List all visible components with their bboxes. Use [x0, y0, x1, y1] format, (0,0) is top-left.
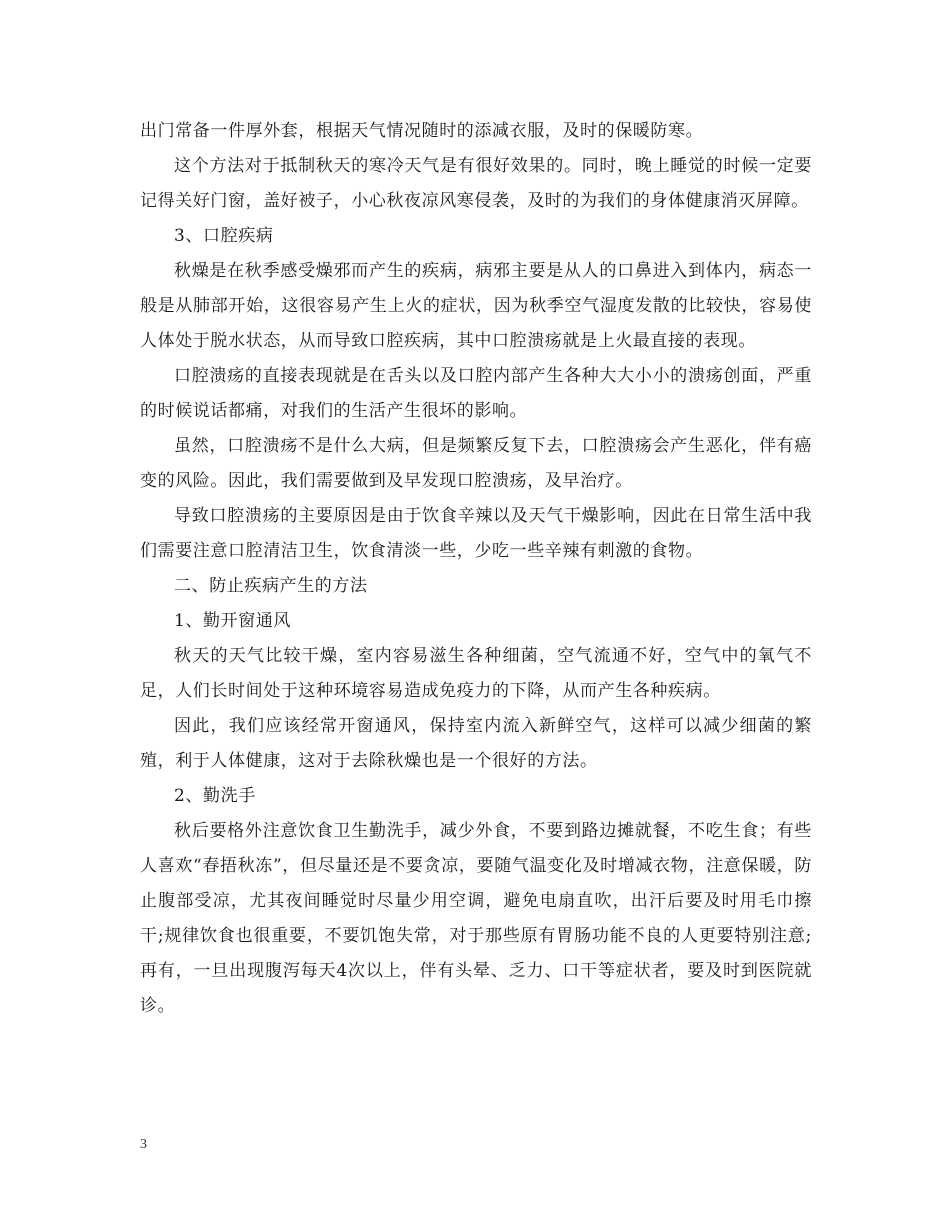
paragraph-6: 虽然，口腔溃疡不是什么大病，但是频繁反复下去，口腔溃疡会产生恶化，伴有癌变的风险。因此，我们需要做到及早发现口腔溃疡，及早治疗。: [140, 436, 812, 491]
section-heading-oral-disease: 3、口腔疾病: [174, 226, 274, 246]
document-body: [140, 114, 812, 1024]
paragraph-2: 这个方法对于抵制秋天的寒冷天气是有很好效果的。同时，晚上睡觉的时候一定要记得关好门窗，盖好被子，小心秋夜凉风寒侵袭，及时的为我们的身体健康消灭屏障。: [140, 156, 812, 211]
subheading-ventilation: 1、勤开窗通风: [174, 611, 292, 631]
paragraph-4: 秋燥是在秋季感受燥邪而产生的疾病，病邪主要是从人的口鼻进入到体内，病态一般是从肺部开始，这很容易产生上火的症状，因为秋季空气湿度发散的比较快，容易使人体处于脱水状态，从而导致口腔疾病，其中口腔溃疡就是上火最直接的表现。: [140, 261, 812, 351]
paragraph-5: 口腔溃疡的直接表现就是在舌头以及口腔内部产生各种大大小小的溃疡创面，严重的时候说话都痛，对我们的生活产生很坏的影响。: [140, 366, 812, 421]
section-heading-prevention: 二、防止疾病产生的方法: [174, 576, 368, 596]
page-number: 3: [140, 1137, 147, 1152]
paragraph-13: 秋后要格外注意饮食卫生勤洗手，减少外食，不要到路边摊就餐，不吃生食；有些人喜欢“春捂秋冻”，但尽量还是不要贪凉，要随气温变化及时增减衣物，注意保暖，防止腹部受凉，尤其夜间睡觉时尽量少用空调，避免电扇直吹，出汗后要及时用毛巾擦干;规律饮食也很重要，不要饥饱失常，对于那些原有胃肠功能不良的人更要特别注意;再有，一旦出现腹泻每天4次以上，伴有头晕、乏力、口干等症状者，要及时到医院就诊。: [140, 821, 812, 1016]
paragraph-1: 出门常备一件厚外套，根据天气情况随时的添减衣服，及时的保暖防寒。: [140, 121, 704, 141]
paragraph-10: 秋天的天气比较干燥，室内容易滋生各种细菌，空气流通不好，空气中的氧气不足，人们长时间处于这种环境容易造成免疫力的下降，从而产生各种疾病。: [140, 646, 812, 701]
paragraph-7: 导致口腔溃疡的主要原因是由于饮食辛辣以及天气干燥影响，因此在日常生活中我们需要注意口腔清洁卫生，饮食清淡一些，少吃一些辛辣有刺激的食物。: [140, 506, 812, 561]
paragraph-11: 因此，我们应该经常开窗通风，保持室内流入新鲜空气，这样可以减少细菌的繁殖，利于人体健康，这对于去除秋燥也是一个很好的方法。: [140, 716, 812, 771]
subheading-handwashing: 2、勤洗手: [174, 786, 256, 806]
